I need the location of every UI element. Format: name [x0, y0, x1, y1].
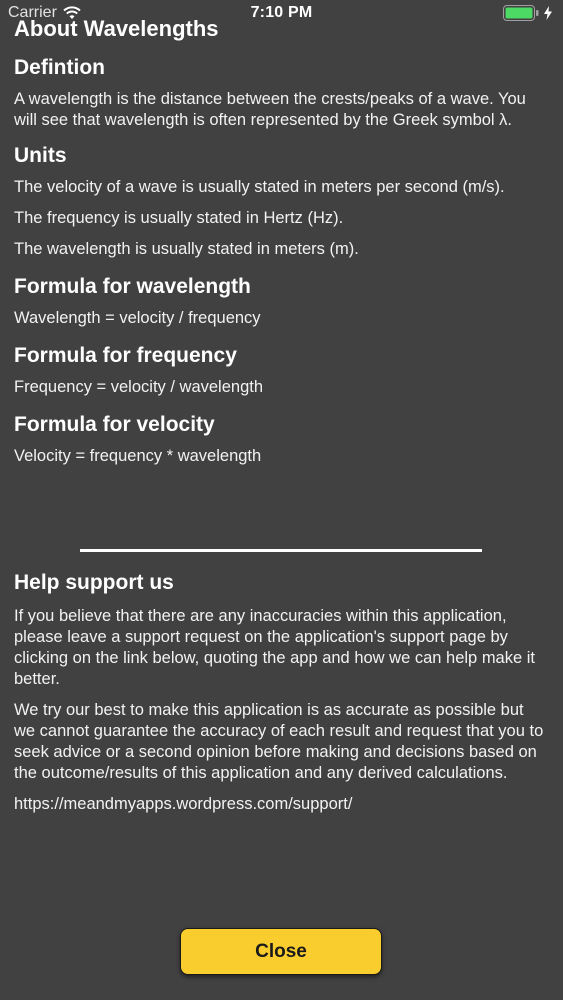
support-text-2: We try our best to make this application is as accurate as possible but we cannot guarantee the accuracy of each result and request that you to seek advice or a second opinion before making and decisions based on the outcome/results of this application and any derived calculations.: [14, 701, 544, 782]
about-content: [14, 14, 548, 467]
units-heading: Units: [14, 144, 67, 167]
carrier-label: Carrier: [8, 4, 57, 21]
units-wavelength-text: The wavelength is usually stated in meters (m).: [14, 240, 359, 258]
units-frequency-text: The frequency is usually stated in Hertz (Hz).: [14, 209, 344, 227]
page-title: About Wavelengths: [14, 16, 219, 41]
close-button[interactable]: Close: [180, 928, 382, 975]
definition-heading: Defintion: [14, 56, 105, 79]
velocity-formula-text: Velocity = frequency * wavelength: [14, 447, 262, 465]
wavelength-formula-text: Wavelength = velocity / frequency: [14, 309, 261, 327]
support-heading: Help support us: [14, 571, 174, 594]
units-velocity-text: The velocity of a wave is usually stated in meters per second (m/s).: [14, 178, 505, 196]
support-section: [14, 568, 548, 815]
status-time: 7:10 PM: [250, 4, 313, 21]
section-divider: [80, 549, 482, 552]
velocity-formula-heading: Formula for velocity: [14, 413, 215, 436]
wavelength-formula-heading: Formula for wavelength: [14, 275, 251, 298]
definition-text: A wavelength is the distance between the crests/peaks of a wave. You will see that wavelength is often represented by the Greek symbol λ.: [14, 90, 526, 129]
support-text-1: If you believe that there are any inaccuracies within this application, please leave a support request on the application's support page by clicking on the link below, quoting the app and how we can help make it better.: [14, 607, 535, 688]
frequency-formula-text: Frequency = velocity / wavelength: [14, 378, 264, 396]
frequency-formula-heading: Formula for frequency: [14, 344, 237, 367]
support-link[interactable]: https://meandmyapps.wordpress.com/support/: [14, 795, 353, 813]
